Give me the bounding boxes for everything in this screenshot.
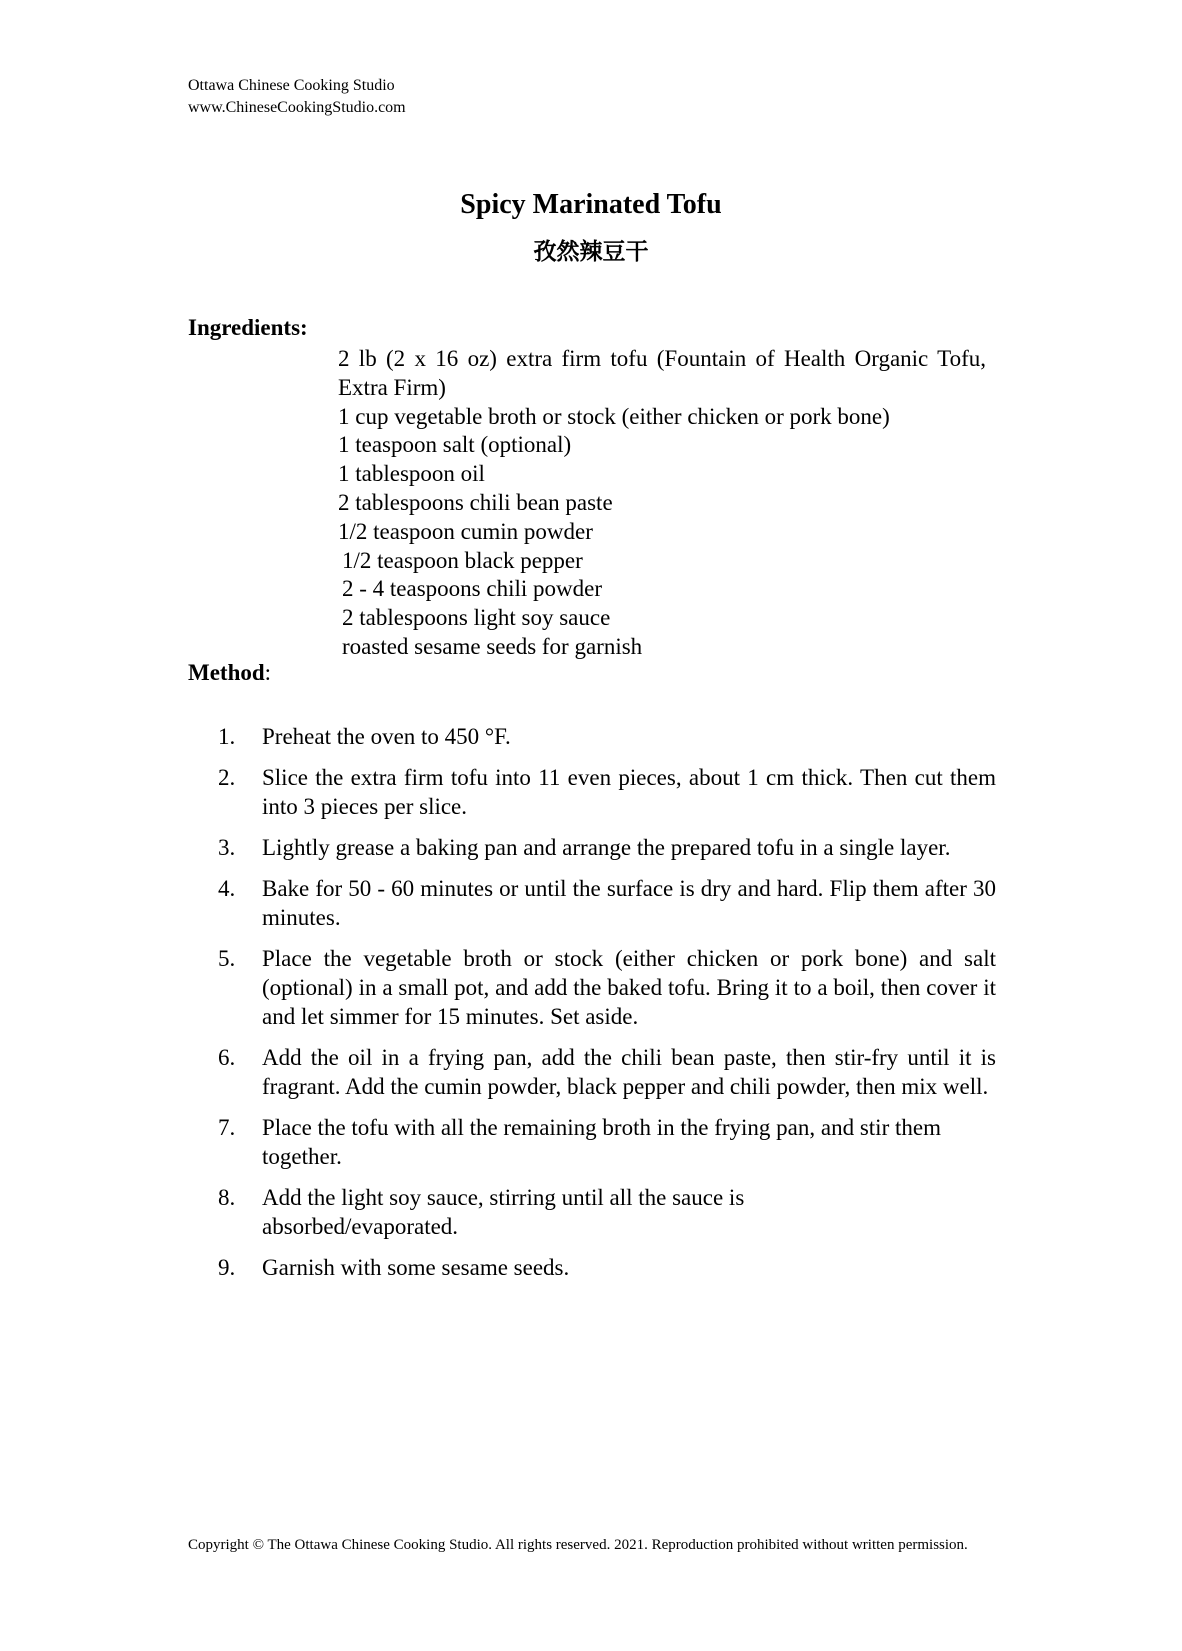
ingredient-item: 2 tablespoons light soy sauce (342, 605, 611, 631)
ingredient-item: 2 lb (2 x 16 oz) extra firm tofu (Fountain of Health Organic Tofu, Extra Firm) (338, 346, 986, 400)
recipe-title: Spicy Marinated Tofu (460, 189, 722, 220)
method-step (218, 722, 996, 751)
method-step (218, 763, 996, 821)
ingredient-item: 2 - 4 teaspoons chili powder (342, 576, 602, 602)
ingredient-item: roasted sesame seeds for garnish (342, 633, 643, 659)
ingredients-list (338, 345, 986, 662)
step-number: 9. (218, 1255, 236, 1280)
method-step (218, 1183, 996, 1241)
step-text: Slice the extra firm tofu into 11 even pieces, about 1 cm thick. Then cut them into 3 pieces per slice. (262, 765, 996, 819)
step-text: Add the light soy sauce, stirring until all the sauce is absorbed/evaporated. (262, 1185, 745, 1239)
step-text: Garnish with some sesame seeds. (262, 1255, 570, 1280)
step-number: 6. (218, 1045, 236, 1070)
method-step (218, 1043, 996, 1101)
step-number: 3. (218, 835, 236, 860)
ingredient-item: 1 cup vegetable broth or stock (either chicken or pork bone) (338, 403, 890, 429)
ingredient-item: 1/2 teaspoon cumin powder (338, 518, 593, 544)
step-text: Add the oil in a frying pan, add the chili bean paste, then stir-fry until it is fragrant. Add the cumin powder, black pepper and chili powder, then mix well. (262, 1045, 996, 1099)
step-text: Lightly grease a baking pan and arrange the prepared tofu in a single layer. (262, 835, 951, 860)
step-number: 8. (218, 1185, 236, 1210)
step-number: 5. (218, 946, 236, 971)
step-text: Place the vegetable broth or stock (either chicken or pork bone) and salt (optional) in a small pot, and add the baked tofu. Bring it to a boil, then cover it and let simmer for 15 minutes. Set aside. (262, 946, 996, 1029)
method-step (218, 833, 996, 862)
step-text: Place the tofu with all the remaining broth in the frying pan, and stir them together. (262, 1115, 941, 1169)
recipe-chinese-title: 孜然辣豆干 (533, 239, 649, 265)
header-website: www.ChineseCookingStudio.com (188, 99, 406, 116)
step-number: 1. (218, 724, 236, 749)
step-number: 4. (218, 876, 236, 901)
header-studio-name: Ottawa Chinese Cooking Studio (188, 77, 395, 94)
ingredients-heading: Ingredients: (188, 315, 308, 340)
method-heading (188, 658, 271, 688)
page-header (188, 75, 406, 119)
ingredient-item: 1 tablespoon oil (338, 461, 485, 487)
copyright-footer: Copyright © The Ottawa Chinese Cooking Studio. All rights reserved. 2021. Reproduction prohibited without written permission. (188, 1537, 968, 1553)
step-number: 2. (218, 765, 236, 790)
method-step (218, 1253, 996, 1282)
method-step (218, 944, 996, 1031)
step-text: Bake for 50 - 60 minutes or until the surface is dry and hard. Flip them after 30 minutes. (262, 876, 996, 930)
method-steps (218, 722, 996, 1294)
method-heading-label: Method (188, 660, 265, 685)
method-step (218, 874, 996, 932)
method-heading-colon: : (264, 660, 272, 685)
ingredient-item: 1/2 teaspoon black pepper (342, 547, 583, 573)
ingredient-item: 1 teaspoon salt (optional) (338, 432, 572, 458)
step-number: 7. (218, 1115, 236, 1140)
method-step (218, 1113, 996, 1171)
ingredient-item: 2 tablespoons chili bean paste (338, 489, 613, 515)
step-text: Preheat the oven to 450 °F. (262, 724, 511, 749)
